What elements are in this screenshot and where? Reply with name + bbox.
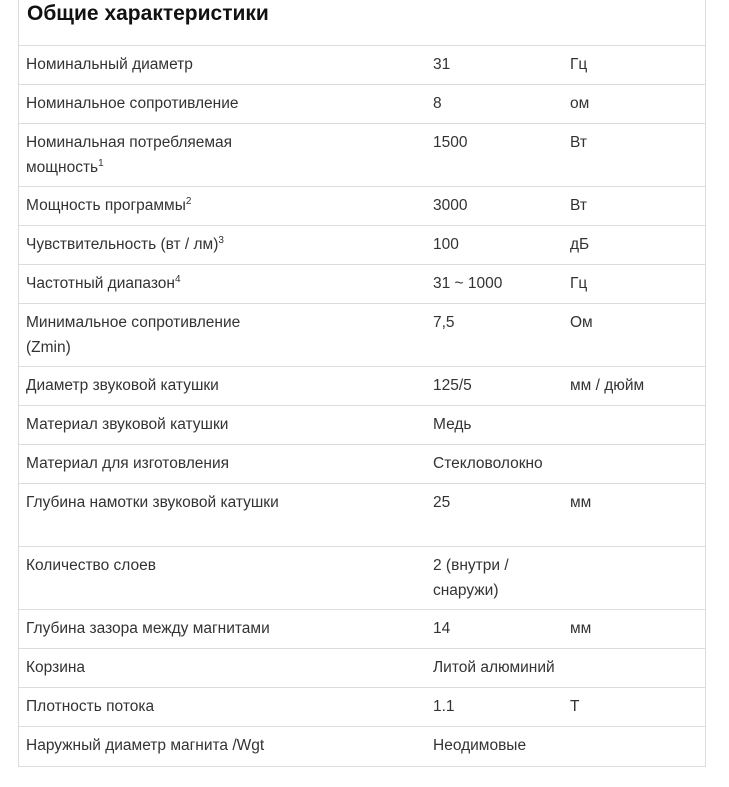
spec-value: Медь (433, 416, 472, 433)
table-header (19, 0, 705, 46)
spec-unit: дБ (570, 236, 590, 253)
spec-name-text: Номинальная потребляемая мощность (26, 134, 233, 176)
spec-name (26, 52, 286, 77)
spec-name-text: Минимальное сопротивление (Zmin) (26, 314, 241, 356)
table-row (19, 367, 705, 406)
spec-unit: Гц (570, 275, 588, 292)
specs-table (18, 0, 706, 767)
footnote-mark: 4 (174, 274, 181, 285)
spec-unit: мм (570, 494, 592, 511)
spec-value: 100 (433, 236, 459, 253)
spec-name-text: Глубина намотки звуковой катушки (26, 494, 279, 511)
spec-unit: мм / дюйм (570, 377, 645, 394)
spec-value: 14 (433, 620, 451, 637)
spec-name-text: Частотный диапазон (26, 275, 175, 292)
table-row (19, 547, 705, 610)
spec-unit: Гц (570, 56, 588, 73)
spec-name-text: Материал звуковой катушки (26, 416, 229, 433)
spec-name-text: Количество слоев (26, 557, 156, 574)
spec-name-text: Материал для изготовления (26, 455, 230, 472)
table-row (19, 484, 705, 547)
spec-name (26, 553, 286, 578)
spec-name-text: Мощность программы (26, 197, 186, 214)
spec-value: 125/5 (433, 377, 472, 394)
spec-name (26, 130, 286, 180)
spec-value: 3000 (433, 197, 468, 214)
spec-name-text: Чувствительность (вт / лм) (26, 236, 219, 253)
table-row (19, 46, 705, 85)
spec-name (26, 733, 286, 758)
spec-value: 31 ~ 1000 (433, 275, 503, 292)
spec-value: 8 (433, 95, 442, 112)
spec-value: Неодимовые (433, 737, 527, 754)
spec-name (26, 193, 286, 218)
spec-name-text: Номинальное сопротивление (26, 95, 239, 112)
spec-value: 1500 (433, 134, 468, 151)
spec-value: Стекловолокно (433, 455, 543, 472)
table-row (19, 406, 705, 445)
spec-unit: ом (570, 95, 590, 112)
spec-name (26, 616, 286, 641)
spec-name-text: Плотность потока (26, 698, 155, 715)
spec-name-text: Диаметр звуковой катушки (26, 377, 219, 394)
spec-name-text: Глубина зазора между магнитами (26, 620, 270, 637)
spec-name-text: Корзина (26, 659, 86, 676)
spec-name-text: Наружный диаметр магнита /Wgt (26, 737, 265, 754)
spec-name (26, 451, 286, 476)
footnote-mark: 3 (218, 235, 224, 246)
spec-name (26, 271, 286, 296)
spec-value: 2 (внутри / снаружи) (433, 557, 509, 599)
spec-name (26, 91, 286, 116)
spec-name-text: Номинальный диаметр (26, 56, 193, 73)
spec-name (26, 412, 286, 437)
table-row (19, 610, 705, 649)
spec-value: 1.1 (433, 698, 455, 715)
spec-unit: T (570, 698, 580, 715)
spec-name (26, 310, 286, 360)
spec-value: 31 (433, 56, 451, 73)
table-row (19, 226, 705, 265)
footnote-mark: 1 (98, 158, 104, 169)
table-row (19, 445, 705, 484)
table-row (19, 124, 705, 187)
spec-unit: Вт (570, 134, 587, 151)
table-row (19, 688, 705, 727)
spec-name (26, 490, 286, 515)
spec-name (26, 655, 286, 680)
spec-value: 7,5 (433, 314, 455, 331)
table-row (19, 649, 705, 688)
spec-value: Литой алюминий (433, 659, 555, 676)
page-title: Общие характеристики (27, 2, 269, 25)
spec-name (26, 232, 286, 257)
table-row (19, 187, 705, 226)
spec-unit: Ом (570, 314, 593, 331)
spec-unit: Вт (570, 197, 587, 214)
spec-unit: мм (570, 620, 592, 637)
spec-name (26, 373, 286, 398)
footnote-mark: 2 (185, 196, 192, 207)
table-row (19, 727, 705, 766)
spec-name (26, 694, 286, 719)
table-row (19, 265, 705, 304)
table-row (19, 304, 705, 367)
table-row (19, 85, 705, 124)
spec-value: 25 (433, 494, 451, 511)
